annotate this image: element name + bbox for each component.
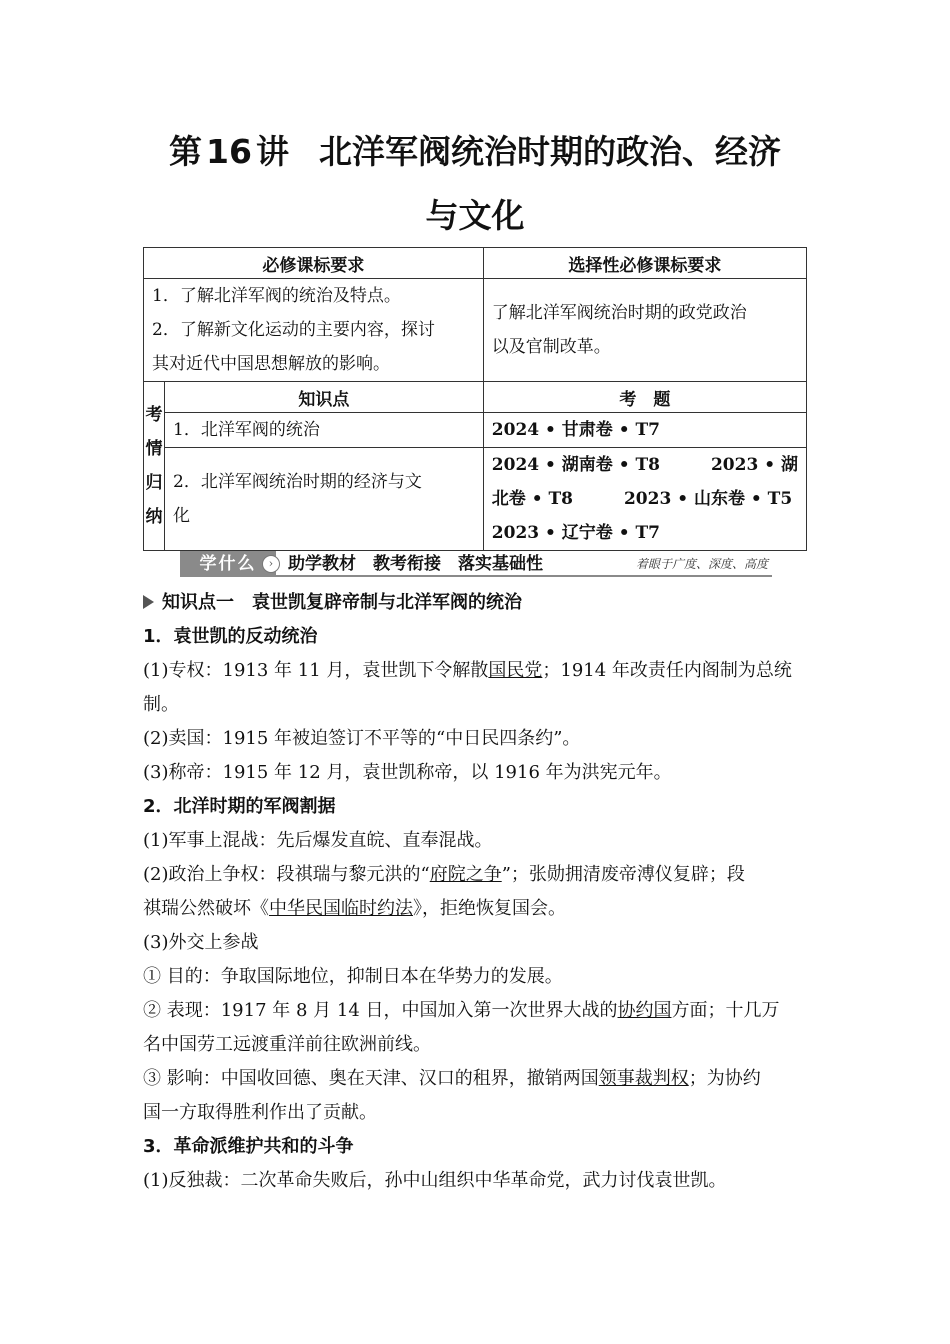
banner-note: 着眼于广度、深度、高度	[635, 557, 768, 571]
play-triangle-icon	[143, 595, 154, 609]
banner-rule	[276, 575, 772, 577]
paragraph: (2)政治上争权：段祺瑞与黎元洪的“府院之争”；张勋拥清废帝溥仪复辟；段	[143, 864, 745, 885]
lecture-prefix: 第	[169, 132, 203, 171]
knowledge-point-1: 1．北洋军阀的统治	[165, 413, 484, 448]
paragraph: 国一方取得胜利作出了贡献。	[143, 1102, 377, 1123]
lecture-number: 16	[206, 132, 252, 171]
knowledge-header: 知识点	[165, 382, 484, 413]
paragraph: (1)反独裁：二次革命失败后，孙中山组织中华革命党，武力讨伐袁世凯。	[143, 1170, 727, 1191]
lecture-unit: 讲	[255, 132, 289, 171]
required-header: 必修课标要求	[144, 248, 484, 279]
exam-list-1: 2024 • 甘肃卷 • T7	[483, 413, 806, 448]
standards-table	[143, 247, 807, 551]
heading-3: 3．革命派维护共和的斗争	[143, 1136, 354, 1157]
section-banner	[180, 551, 772, 577]
elective-standards: 了解北洋军阀统治时期的政党政治 以及官制改革。	[483, 279, 806, 382]
heading-1: 1．袁世凯的反动统治	[143, 626, 318, 647]
section-title: 知识点一 袁世凯复辟帝制与北洋军阀的统治	[143, 586, 807, 620]
banner-tag: 学什么	[180, 551, 276, 577]
title-text: 北洋军阀统治时期的政治、经济	[318, 132, 781, 171]
paragraph: ① 目的：争取国际地位，抑制日本在华势力的发展。	[143, 966, 563, 987]
paragraph: (2)卖国：1915 年被迫签订不平等的“中日民四条约”。	[143, 728, 581, 749]
paragraph: ② 表现：1917 年 8 月 14 日，中国加入第一次世界大战的协约国方面；十几万	[143, 1000, 780, 1021]
required-standards: 1．了解北洋军阀的统治及特点。 2．了解新文化运动的主要内容，探讨 其对近代中国思想解放的影响。	[144, 279, 484, 382]
paragraph: (1)军事上混战：先后爆发直皖、直奉混战。	[143, 830, 493, 851]
heading-2: 2．北洋时期的军阀割据	[143, 796, 336, 817]
exam-summary-label: 考 情 归 纳	[144, 382, 165, 551]
exam-header: 考 题	[483, 382, 806, 413]
content-body	[143, 586, 807, 1198]
paragraph: 制。	[143, 694, 179, 715]
page-title-line1	[0, 126, 950, 173]
page-title-line2: 与文化	[425, 196, 525, 235]
paragraph: 祺瑞公然破坏《中华民国临时约法》，拒绝恢复国会。	[143, 898, 566, 919]
chevron-right-icon: ›	[262, 555, 280, 573]
elective-header: 选择性必修课标要求	[483, 248, 806, 279]
knowledge-point-2: 2．北洋军阀统治时期的经济与文 化	[165, 448, 484, 551]
paragraph: 名中国劳工远渡重洋前往欧洲前线。	[143, 1034, 431, 1055]
paragraph: (3)外交上参战	[143, 932, 259, 953]
paragraph: ③ 影响：中国收回德、奥在天津、汉口的租界，撤销两国领事裁判权；为协约	[143, 1068, 761, 1089]
paragraph: (3)称帝：1915 年 12 月，袁世凯称帝，以 1916 年为洪宪元年。	[143, 762, 672, 783]
exam-list-2: 2024 • 湖南卷 • T8 2023 • 湖 北卷 • T8 2023 • 山东卷 • T5 2023 • 辽宁卷 • T7	[483, 448, 806, 551]
paragraph: (1)专权：1913 年 11 月，袁世凯下令解散国民党；1914 年改责任内阁制为总统	[143, 660, 792, 681]
banner-subtitle: 助学教材 教考衔接 落实基础性	[288, 554, 543, 574]
